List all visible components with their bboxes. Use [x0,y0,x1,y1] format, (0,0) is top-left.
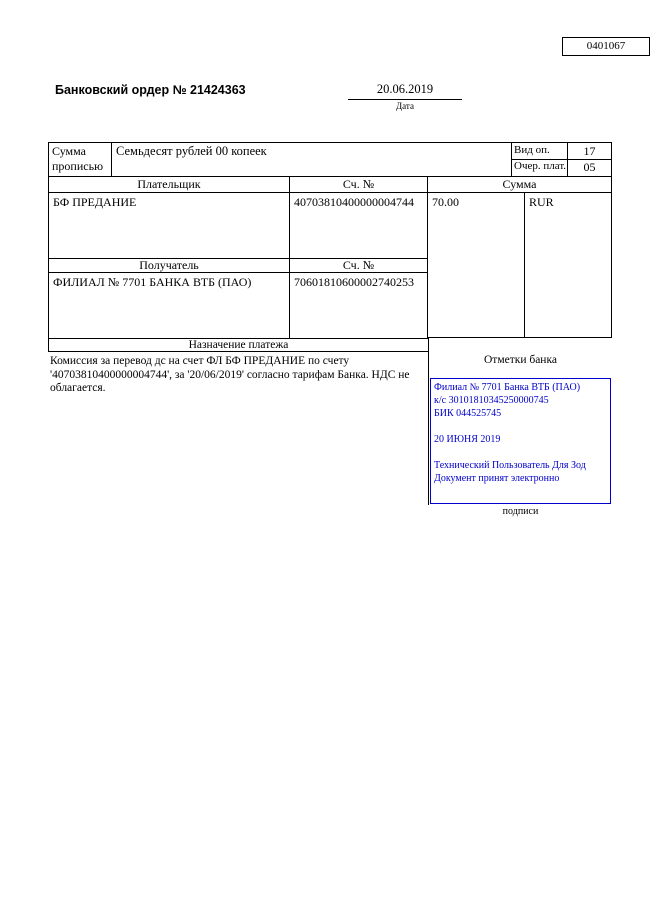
purpose-text: Комиссия за перевод дс на счет ФЛ БФ ПРЕДАНИЕ по счету '40703810400000004744', за '20/06/2019' согласно тарифам Банка. НДС не облагается. [50,355,410,394]
stamp-bank-name: Филиал № 7701 Банка ВТБ (ПАО) [434,382,581,393]
date-value: 20.06.2019 [348,82,462,100]
form-code-box: 0401067 [562,37,650,56]
payee-account: 70601810600002740253 [290,273,428,338]
priority-value: 05 [568,160,612,177]
priority-label: Очер. плат. [512,160,568,177]
date-block [348,82,462,111]
payer-account-label: Сч. № [290,177,428,193]
bank-marks-label: Отметки банка [484,354,557,366]
stamp-accepted-note: Документ принят электронно [434,473,560,484]
stamp-corr-account: к/с 30101810345250000745 [434,395,549,406]
payee-name: ФИЛИАЛ № 7701 БАНКА ВТБ (ПАО) [48,273,290,338]
payee-section-label: Получатель [48,258,290,273]
amount-in-words-label: Сумма прописью [48,142,112,177]
stamp-date: 20 ИЮНЯ 2019 [434,434,501,445]
signatures-label: подписи [502,506,539,517]
payer-name: БФ ПРЕДАНИЕ [48,193,290,258]
op-type-label: Вид оп. [512,142,568,160]
order-table [48,142,613,522]
payer-section-label: Плательщик [48,177,290,193]
op-type-value: 17 [568,142,612,160]
purpose-section-label: Назначение платежа [48,338,428,352]
stamp-bik: БИК 044525745 [434,408,502,419]
amount-value: 70.00 [428,193,525,338]
payer-account: 40703810400000004744 [290,193,428,258]
payee-account-label: Сч. № [290,258,428,273]
amount-in-words-value: Семьдесят рублей 00 копеек [112,142,512,177]
date-label: Дата [396,101,414,111]
amount-column-label: Сумма [428,177,612,193]
amount-currency: RUR [525,193,612,338]
stamp-blank-line [434,446,607,459]
stamp-operator: Технический Пользователь Для Зод [434,460,586,471]
bank-stamp [430,378,611,504]
document-title: Банковский ордер № 21424363 [55,83,246,97]
stamp-blank-line [434,420,607,433]
